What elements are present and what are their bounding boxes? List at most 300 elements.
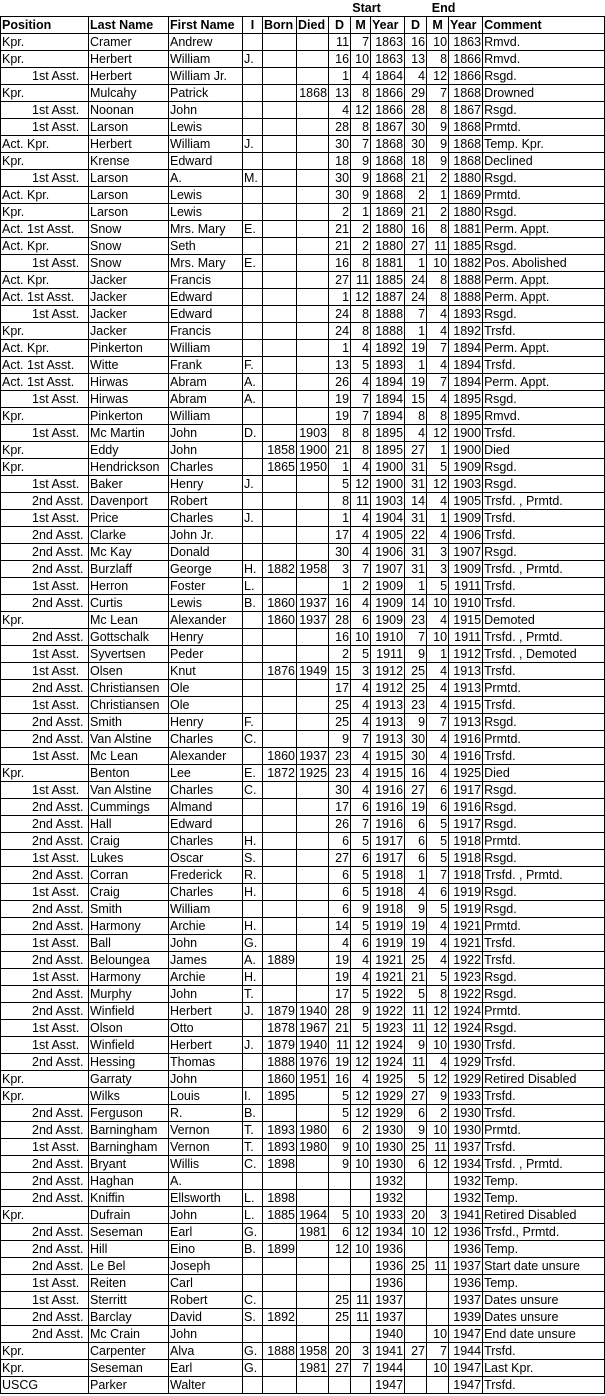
table-row — [1, 969, 605, 986]
cell-end-year: 1922 — [449, 986, 483, 1003]
cell-start-year: 1922 — [371, 1003, 405, 1020]
cell-born — [263, 204, 297, 221]
cell-start-day: 30 — [329, 782, 351, 799]
cell-comment: Trsfd. — [483, 527, 605, 544]
table-row — [1, 1224, 605, 1241]
table-row — [1, 1139, 605, 1156]
cell-comment: Temp. Kpr. — [483, 136, 605, 153]
table-row — [1, 714, 605, 731]
cell-initial: E. — [243, 255, 263, 272]
cell-first-name: John — [169, 935, 243, 952]
cell-position: 2nd Asst. — [1, 1309, 89, 1326]
cell-end-year: 1915 — [449, 612, 483, 629]
cell-end-month: 10 — [427, 1122, 449, 1139]
cell-start-year: 1930 — [371, 1122, 405, 1139]
cell-position: 2nd Asst. — [1, 731, 89, 748]
cell-died — [297, 1258, 329, 1275]
cell-start-day: 25 — [329, 1292, 351, 1309]
cell-initial: H. — [243, 561, 263, 578]
cell-died — [297, 969, 329, 986]
cell-end-year: 1868 — [449, 153, 483, 170]
cell-start-month: 12 — [351, 102, 371, 119]
cell-end-month: 2 — [427, 204, 449, 221]
cell-start-year: 1887 — [371, 289, 405, 306]
cell-initial — [243, 493, 263, 510]
cell-start-year: 1912 — [371, 663, 405, 680]
cell-end-month: 10 — [427, 1360, 449, 1377]
cell-start-year: 1907 — [371, 561, 405, 578]
cell-end-day: 16 — [405, 221, 427, 238]
cell-last-name: Mc Martin — [89, 425, 169, 442]
cell-start-year: 1937 — [371, 1309, 405, 1326]
table-row — [1, 731, 605, 748]
cell-start-month: 2 — [351, 221, 371, 238]
cell-end-day — [405, 1326, 427, 1343]
cell-last-name: Sterritt — [89, 1292, 169, 1309]
cell-end-month — [427, 1292, 449, 1309]
cell-comment: Retired Disabled — [483, 1071, 605, 1088]
cell-start-month: 6 — [351, 850, 371, 867]
cell-end-month: 7 — [427, 1343, 449, 1360]
cell-first-name: William — [169, 340, 243, 357]
cell-last-name: Mc Lean — [89, 748, 169, 765]
cell-last-name: Witte — [89, 357, 169, 374]
cell-first-name: Donald — [169, 544, 243, 561]
cell-initial — [243, 306, 263, 323]
cell-end-month: 9 — [427, 119, 449, 136]
cell-died — [297, 867, 329, 884]
cell-end-day — [405, 1275, 427, 1292]
cell-position: Kpr. — [1, 153, 89, 170]
cell-start-day: 6 — [329, 901, 351, 918]
cell-last-name: Burzlaff — [89, 561, 169, 578]
cell-first-name: William — [169, 51, 243, 68]
cell-end-month: 12 — [427, 1224, 449, 1241]
cell-last-name: Jacker — [89, 306, 169, 323]
cell-born — [263, 816, 297, 833]
cell-died — [297, 901, 329, 918]
col-last-name: Last Name — [89, 17, 169, 34]
cell-start-year: 1888 — [371, 306, 405, 323]
cell-born — [263, 867, 297, 884]
cell-start-day: 16 — [329, 51, 351, 68]
cell-end-month — [427, 1275, 449, 1292]
cell-initial: A. — [243, 391, 263, 408]
cell-end-month: 4 — [427, 527, 449, 544]
cell-start-day: 3 — [329, 561, 351, 578]
cell-start-year: 1915 — [371, 765, 405, 782]
cell-initial — [243, 459, 263, 476]
cell-end-month: 10 — [427, 1037, 449, 1054]
cell-end-day: 16 — [405, 34, 427, 51]
table-row — [1, 1037, 605, 1054]
cell-initial — [243, 204, 263, 221]
cell-died — [297, 476, 329, 493]
cell-first-name: Walter — [169, 1377, 243, 1394]
cell-end-year: 1922 — [449, 952, 483, 969]
cell-position: 2nd Asst. — [1, 544, 89, 561]
cell-first-name: Lewis — [169, 204, 243, 221]
table-row — [1, 884, 605, 901]
cell-last-name: Barclay — [89, 1309, 169, 1326]
cell-end-year: 1906 — [449, 527, 483, 544]
end-group-header: End — [405, 0, 483, 17]
cell-end-year: 1888 — [449, 272, 483, 289]
cell-end-month: 12 — [427, 476, 449, 493]
cell-position: 1st Asst. — [1, 578, 89, 595]
cell-comment: Trsfd. , Prmtd. — [483, 629, 605, 646]
cell-start-year: 1892 — [371, 340, 405, 357]
cell-start-month: 12 — [351, 1224, 371, 1241]
cell-born — [263, 646, 297, 663]
cell-initial — [243, 697, 263, 714]
cell-end-year: 1934 — [449, 1156, 483, 1173]
cell-comment: Drowned — [483, 85, 605, 102]
cell-comment: Trsfd. — [483, 1054, 605, 1071]
cell-end-month: 9 — [427, 1088, 449, 1105]
cell-comment: Perm. Appt. — [483, 221, 605, 238]
cell-end-year: 1912 — [449, 646, 483, 663]
cell-last-name: Barningham — [89, 1122, 169, 1139]
cell-position: 2nd Asst. — [1, 493, 89, 510]
table-row — [1, 306, 605, 323]
cell-position: 2nd Asst. — [1, 680, 89, 697]
cell-died: 1940 — [297, 1037, 329, 1054]
cell-start-year: 1924 — [371, 1054, 405, 1071]
cell-end-year: 1923 — [449, 969, 483, 986]
cell-end-month: 5 — [427, 833, 449, 850]
table-row — [1, 561, 605, 578]
cell-last-name: Harmony — [89, 969, 169, 986]
cell-end-year: 1895 — [449, 408, 483, 425]
cell-position: Kpr. — [1, 442, 89, 459]
cell-last-name: Craig — [89, 833, 169, 850]
cell-start-day: 24 — [329, 306, 351, 323]
cell-start-day: 12 — [329, 1241, 351, 1258]
cell-end-month — [427, 1241, 449, 1258]
cell-comment: Rsgd. — [483, 459, 605, 476]
cell-position: 2nd Asst. — [1, 799, 89, 816]
cell-end-year: 1929 — [449, 1054, 483, 1071]
cell-last-name: Van Alstine — [89, 731, 169, 748]
cell-end-year: 1863 — [449, 34, 483, 51]
cell-comment: Rsgd. — [483, 476, 605, 493]
cell-comment: Perm. Appt. — [483, 340, 605, 357]
cell-died: 1958 — [297, 1343, 329, 1360]
cell-comment: Last Kpr. — [483, 1360, 605, 1377]
cell-position: 1st Asst. — [1, 1139, 89, 1156]
cell-born: 1860 — [263, 748, 297, 765]
cell-first-name: William Jr. — [169, 68, 243, 85]
cell-end-month: 12 — [427, 1003, 449, 1020]
cell-end-day: 31 — [405, 544, 427, 561]
cell-start-day: 4 — [329, 102, 351, 119]
cell-initial: H. — [243, 969, 263, 986]
cell-end-month: 10 — [427, 34, 449, 51]
cell-comment: Rsgd. — [483, 969, 605, 986]
cell-position: Kpr. — [1, 323, 89, 340]
cell-start-day: 28 — [329, 1003, 351, 1020]
cell-end-month: 10 — [427, 595, 449, 612]
table-row — [1, 1003, 605, 1020]
cell-end-day: 8 — [405, 408, 427, 425]
cell-start-month: 10 — [351, 1139, 371, 1156]
cell-initial: E. — [243, 221, 263, 238]
cell-died — [297, 1377, 329, 1394]
cell-start-month: 6 — [351, 799, 371, 816]
cell-start-month: 12 — [351, 1037, 371, 1054]
cell-born — [263, 425, 297, 442]
cell-end-year: 1894 — [449, 357, 483, 374]
cell-start-year: 1919 — [371, 918, 405, 935]
cell-start-day: 13 — [329, 357, 351, 374]
cell-start-month: 5 — [351, 867, 371, 884]
cell-start-day — [329, 1173, 351, 1190]
cell-position: 1st Asst. — [1, 391, 89, 408]
cell-initial: B. — [243, 1105, 263, 1122]
cell-start-year: 1867 — [371, 119, 405, 136]
cell-end-day: 24 — [405, 272, 427, 289]
cell-start-month: 8 — [351, 442, 371, 459]
cell-start-year: 1894 — [371, 391, 405, 408]
cell-end-year: 1919 — [449, 884, 483, 901]
cell-end-month: 12 — [427, 68, 449, 85]
cell-comment: Trsfd. — [483, 510, 605, 527]
cell-died — [297, 323, 329, 340]
cell-last-name: Noonan — [89, 102, 169, 119]
cell-comment: Rsgd. — [483, 391, 605, 408]
cell-first-name: Louis — [169, 1088, 243, 1105]
cell-position: Act. Kpr. — [1, 272, 89, 289]
cell-comment: Perm. Appt. — [483, 289, 605, 306]
cell-died — [297, 221, 329, 238]
cell-initial — [243, 323, 263, 340]
header-spacer-right — [483, 0, 605, 17]
table-row — [1, 663, 605, 680]
cell-end-month: 4 — [427, 391, 449, 408]
start-group-header: Start — [329, 0, 405, 17]
cell-position: 2nd Asst. — [1, 986, 89, 1003]
cell-born: 1899 — [263, 1241, 297, 1258]
cell-end-day: 5 — [405, 1071, 427, 1088]
cell-end-day — [405, 1241, 427, 1258]
table-row — [1, 935, 605, 952]
cell-end-month: 5 — [427, 850, 449, 867]
cell-end-year: 1918 — [449, 850, 483, 867]
cell-start-year: 1934 — [371, 1224, 405, 1241]
cell-position: Kpr. — [1, 1207, 89, 1224]
cell-born — [263, 731, 297, 748]
cell-start-month: 10 — [351, 629, 371, 646]
cell-position: 1st Asst. — [1, 663, 89, 680]
table-row — [1, 1105, 605, 1122]
cell-start-year: 1866 — [371, 85, 405, 102]
cell-born — [263, 136, 297, 153]
cell-initial — [243, 629, 263, 646]
cell-start-day: 19 — [329, 1054, 351, 1071]
cell-start-day: 9 — [329, 1156, 351, 1173]
cell-end-month: 12 — [427, 1020, 449, 1037]
cell-initial: C. — [243, 1292, 263, 1309]
cell-position: 2nd Asst. — [1, 714, 89, 731]
cell-end-month: 9 — [427, 153, 449, 170]
cell-last-name: Parker — [89, 1377, 169, 1394]
cell-end-year: 1880 — [449, 170, 483, 187]
col-comment: Comment — [483, 17, 605, 34]
cell-first-name: Alexander — [169, 748, 243, 765]
table-row — [1, 340, 605, 357]
table-row — [1, 510, 605, 527]
cell-start-year: 1911 — [371, 646, 405, 663]
cell-end-year: 1909 — [449, 459, 483, 476]
cell-last-name: Garraty — [89, 1071, 169, 1088]
cell-start-day: 30 — [329, 544, 351, 561]
cell-born — [263, 1275, 297, 1292]
table-row — [1, 850, 605, 867]
cell-born — [263, 255, 297, 272]
cell-comment: Pos. Abolished — [483, 255, 605, 272]
cell-comment: Dates unsure — [483, 1309, 605, 1326]
cell-initial — [243, 663, 263, 680]
cell-initial: J. — [243, 1003, 263, 1020]
cell-first-name: Earl — [169, 1360, 243, 1377]
cell-last-name: Herbert — [89, 68, 169, 85]
cell-end-year: 1885 — [449, 238, 483, 255]
cell-last-name: Hill — [89, 1241, 169, 1258]
cell-comment: Trsfd. — [483, 1105, 605, 1122]
cell-initial — [243, 799, 263, 816]
col-start-day: D — [329, 17, 351, 34]
cell-last-name: Smith — [89, 714, 169, 731]
cell-end-year: 1936 — [449, 1241, 483, 1258]
cell-position: 1st Asst. — [1, 782, 89, 799]
table-row — [1, 918, 605, 935]
cell-initial — [243, 1173, 263, 1190]
cell-born — [263, 986, 297, 1003]
cell-end-day: 9 — [405, 901, 427, 918]
cell-comment: Dates unsure — [483, 1292, 605, 1309]
table-row — [1, 986, 605, 1003]
cell-end-month: 12 — [427, 1071, 449, 1088]
cell-position: 1st Asst. — [1, 476, 89, 493]
cell-end-day: 28 — [405, 102, 427, 119]
cell-end-year: 1924 — [449, 1003, 483, 1020]
cell-initial — [243, 1020, 263, 1037]
cell-end-month: 7 — [427, 867, 449, 884]
cell-last-name: Olsen — [89, 663, 169, 680]
cell-initial — [243, 1326, 263, 1343]
cell-initial: F. — [243, 714, 263, 731]
cell-start-month: 4 — [351, 459, 371, 476]
cell-last-name: Curtis — [89, 595, 169, 612]
cell-last-name: Craig — [89, 884, 169, 901]
cell-last-name: Pinkerton — [89, 408, 169, 425]
cell-start-day: 9 — [329, 1139, 351, 1156]
cell-comment: Prmtd. — [483, 918, 605, 935]
cell-died — [297, 153, 329, 170]
cell-first-name: Almand — [169, 799, 243, 816]
cell-position: 1st Asst. — [1, 1275, 89, 1292]
cell-end-month: 1 — [427, 442, 449, 459]
cell-died — [297, 408, 329, 425]
cell-last-name: Hirwas — [89, 391, 169, 408]
cell-end-month: 5 — [427, 901, 449, 918]
cell-end-month: 4 — [427, 663, 449, 680]
cell-last-name: Seseman — [89, 1360, 169, 1377]
cell-first-name: Mrs. Mary — [169, 221, 243, 238]
cell-start-month: 5 — [351, 986, 371, 1003]
cell-end-month: 2 — [427, 1105, 449, 1122]
cell-died — [297, 272, 329, 289]
col-born: Born — [263, 17, 297, 34]
cell-born: 1892 — [263, 1309, 297, 1326]
cell-position: 1st Asst. — [1, 306, 89, 323]
cell-initial — [243, 238, 263, 255]
cell-start-year: 1936 — [371, 1275, 405, 1292]
cell-end-year: 1909 — [449, 510, 483, 527]
cell-comment: Perm. Appt. — [483, 272, 605, 289]
cell-start-year: 1936 — [371, 1258, 405, 1275]
cell-comment: Rsgd. — [483, 68, 605, 85]
cell-start-month: 10 — [351, 1207, 371, 1224]
cell-end-month: 7 — [427, 714, 449, 731]
cell-end-day — [405, 1292, 427, 1309]
cell-start-month: 4 — [351, 748, 371, 765]
cell-end-day: 25 — [405, 952, 427, 969]
cell-end-day: 27 — [405, 1088, 427, 1105]
cell-end-day: 25 — [405, 663, 427, 680]
cell-start-year: 1913 — [371, 714, 405, 731]
cell-end-year: 1932 — [449, 1190, 483, 1207]
cell-born — [263, 119, 297, 136]
cell-comment: Demoted — [483, 612, 605, 629]
cell-comment: Trsfd. — [483, 1343, 605, 1360]
table-row — [1, 782, 605, 799]
table-row — [1, 476, 605, 493]
cell-end-month: 11 — [427, 1258, 449, 1275]
cell-initial — [243, 408, 263, 425]
cell-end-day: 30 — [405, 136, 427, 153]
cell-end-month: 3 — [427, 544, 449, 561]
cell-died — [297, 374, 329, 391]
cell-end-month: 4 — [427, 765, 449, 782]
cell-start-month: 4 — [351, 510, 371, 527]
cell-first-name: Knut — [169, 663, 243, 680]
cell-first-name: Frank — [169, 357, 243, 374]
cell-initial — [243, 680, 263, 697]
cell-born — [263, 357, 297, 374]
cell-comment: Prmtd. — [483, 119, 605, 136]
cell-end-month: 3 — [427, 561, 449, 578]
cell-died — [297, 34, 329, 51]
cell-first-name: Charles — [169, 833, 243, 850]
cell-start-month: 11 — [351, 1309, 371, 1326]
cell-born — [263, 238, 297, 255]
cell-end-year: 1930 — [449, 1122, 483, 1139]
cell-start-year: 1869 — [371, 204, 405, 221]
cell-born — [263, 850, 297, 867]
cell-end-month: 1 — [427, 646, 449, 663]
cell-born — [263, 323, 297, 340]
cell-initial: J. — [243, 476, 263, 493]
col-end-day: D — [405, 17, 427, 34]
cell-end-day: 9 — [405, 1122, 427, 1139]
table-row — [1, 1173, 605, 1190]
cell-first-name: John — [169, 1326, 243, 1343]
cell-initial — [243, 748, 263, 765]
cell-born — [263, 1105, 297, 1122]
cell-end-year: 1867 — [449, 102, 483, 119]
